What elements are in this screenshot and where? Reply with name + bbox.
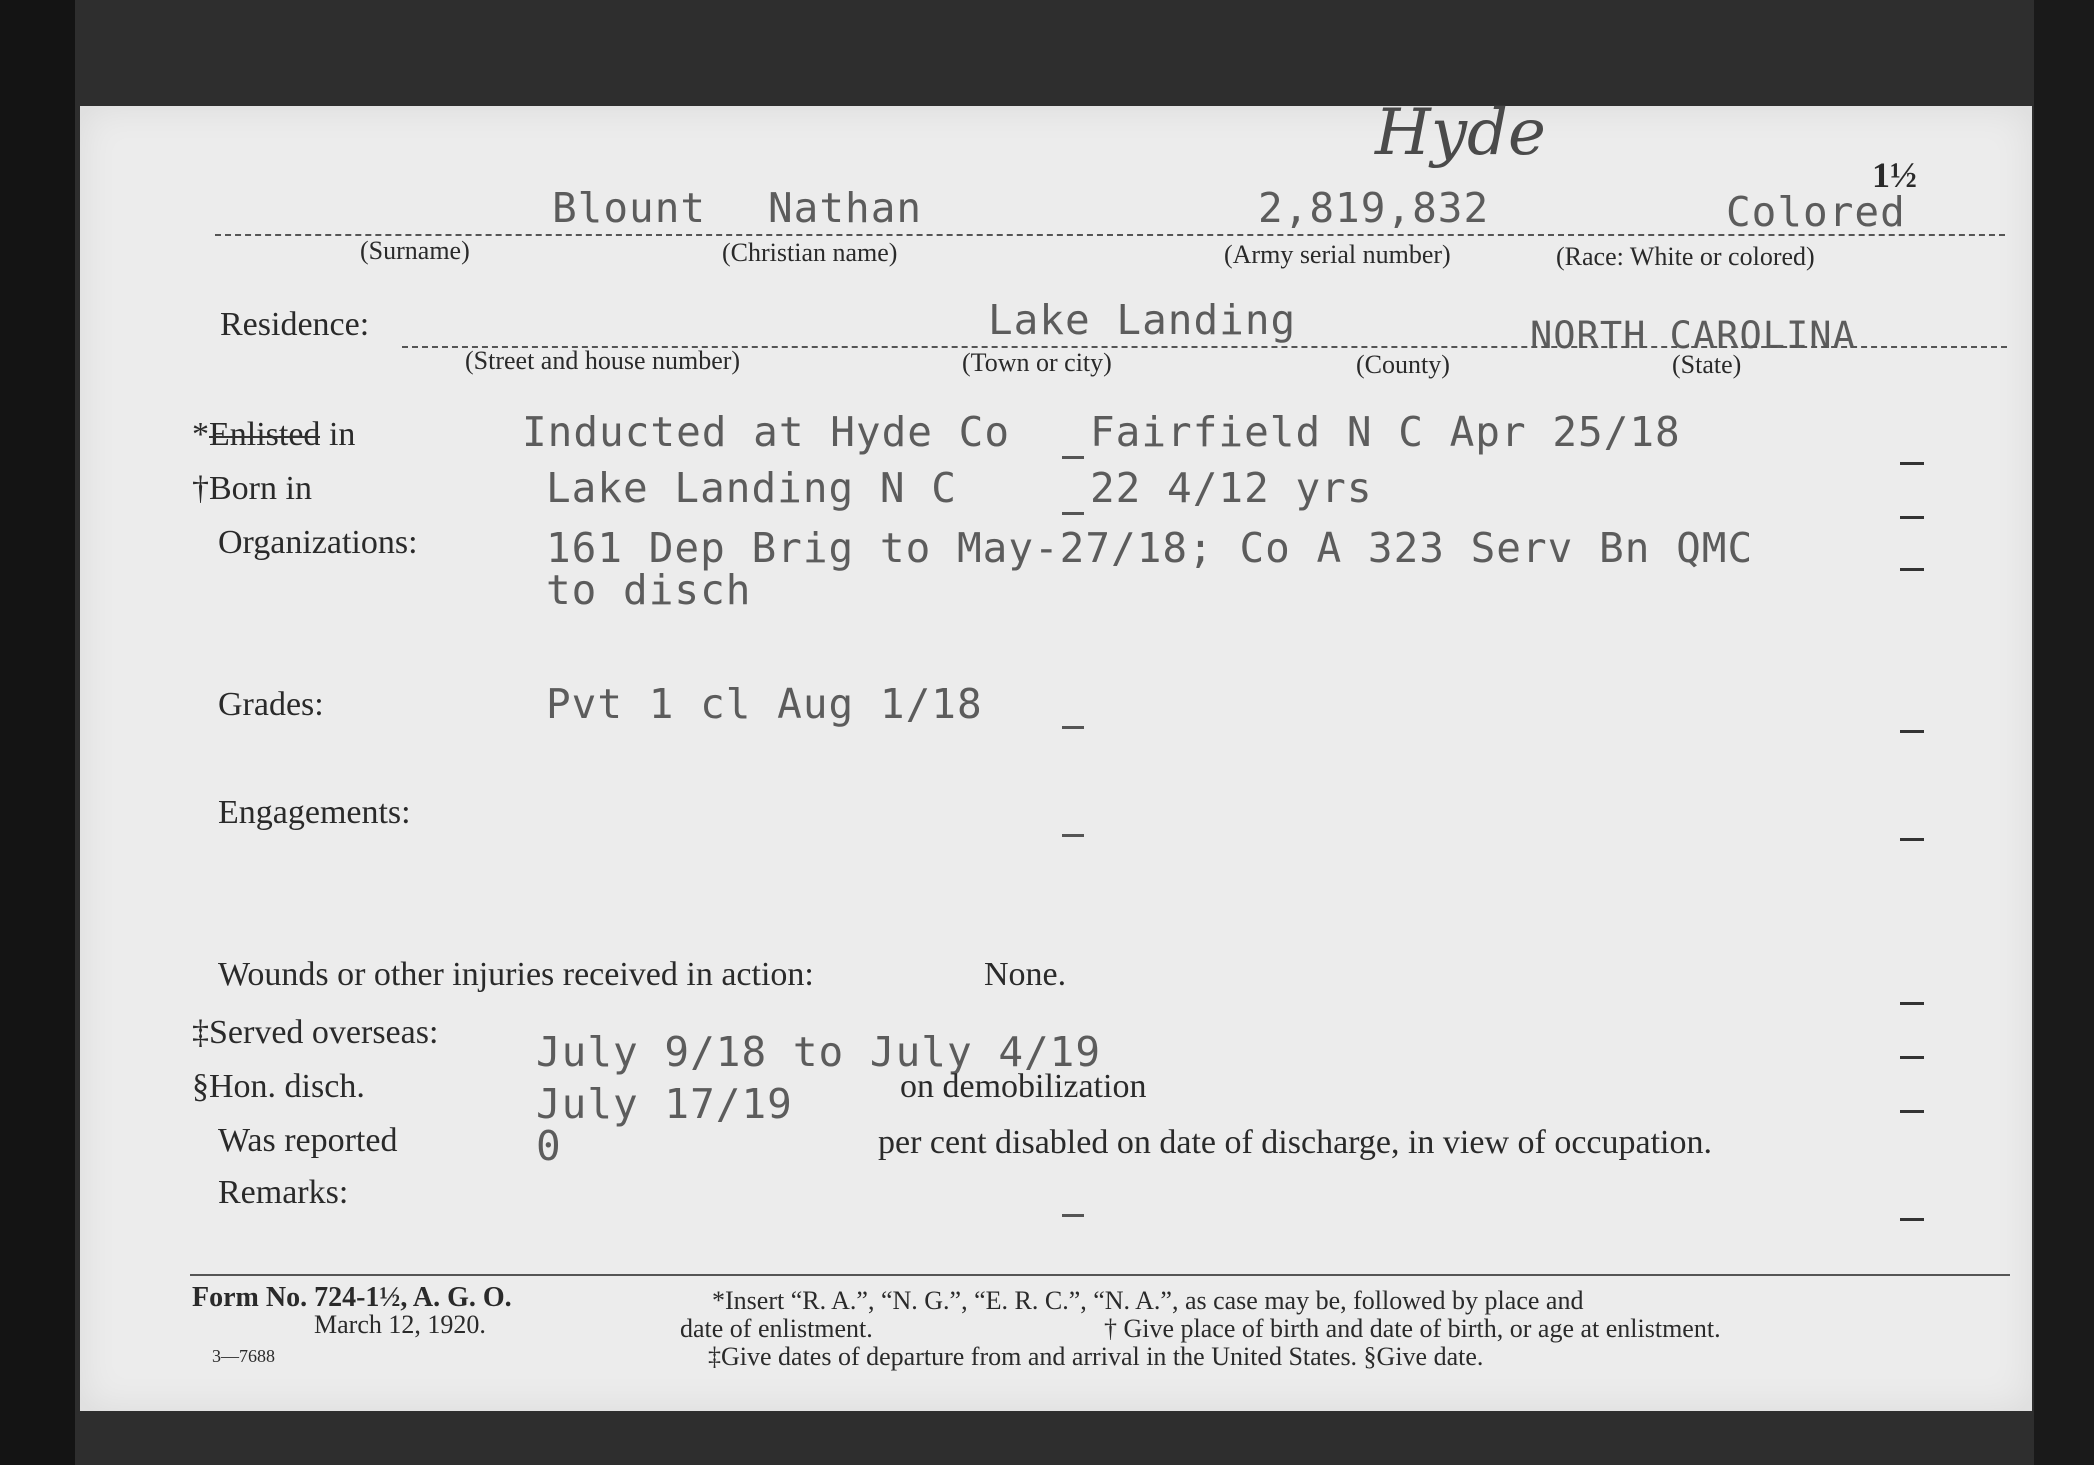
margin-dash [1900,568,1924,571]
residence-town-value: Lake Landing [988,296,1297,344]
remarks-label: Remarks: [218,1174,349,1211]
name-line [215,234,2005,236]
demobilization-text: on demobilization [900,1068,1147,1105]
organizations-value-line2: to disch [546,566,752,614]
state-label: (State) [1672,350,1742,379]
enlisted-label [192,416,355,454]
grades-label: Grades: [218,686,324,723]
margin-dash [1900,1218,1924,1221]
form-version: 1½ [1872,155,1917,195]
serial-number-value: 2,819,832 [1258,184,1490,232]
margin-dash [1900,1056,1924,1059]
surname-value: Blount [552,184,707,232]
residence-label: Residence: [220,306,370,343]
scan-border-left [0,0,75,1465]
born-place-value: Lake Landing N C [546,464,957,512]
typed-dash [1062,834,1084,837]
typed-dash [1062,1214,1084,1217]
typed-dash [1062,456,1084,459]
enlisted-value-inducted: Inducted at Hyde Co [522,408,1010,456]
engagements-label: Engagements: [218,794,411,831]
town-label: (Town or city) [962,348,1112,377]
served-overseas-value: July 9/18 to July 4/19 [536,1028,1102,1076]
street-label: (Street and house number) [465,346,741,375]
wounds-value: None. [984,956,1067,993]
handwritten-annotation: Hyde [1375,96,1546,170]
form-number: Form No. 724-1½, A. G. O. [192,1282,512,1313]
scan-border-right [2034,0,2094,1465]
form-date: March 12, 1920. [314,1310,486,1339]
margin-dash [1900,838,1924,841]
served-overseas-label: ‡Served overseas: [192,1014,439,1051]
born-label: †Born in [192,470,312,507]
footnote-birth: † Give place of birth and date of birth, or age at enlistment. [1104,1314,1721,1343]
race-label: (Race: White or colored) [1556,242,1815,271]
record-card [80,96,2032,1411]
enlisted-struck-word: Enlisted [209,416,321,453]
typed-dash [1062,512,1084,515]
enlisted-star: * [192,416,209,453]
residence-state-value: NORTH CAROLINA [1530,314,1856,357]
race-value: Colored [1726,188,1906,236]
typed-dash [1062,726,1084,729]
serial-number-label: (Army serial number) [1224,240,1451,269]
hon-disch-label: §Hon. disch. [192,1068,365,1105]
margin-dash [1900,516,1924,519]
county-label: (County) [1356,350,1450,379]
disability-text: per cent disabled on date of discharge, in view of occupation. [878,1124,1712,1161]
margin-dash [1900,1002,1924,1005]
organizations-label: Organizations: [218,524,418,561]
grades-value: Pvt 1 cl Aug 1/18 [546,680,983,728]
organizations-value-line1: 161 Dep Brig to May-27/18; Co A 323 Serv Bn QMC [546,524,1754,572]
christian-name-value: Nathan [768,184,923,232]
hon-disch-value: July 17/19 [536,1080,793,1128]
footnote-overseas: ‡Give dates of departure from and arrival in the United States. §Give date. [708,1342,1484,1371]
surname-label: (Surname) [360,236,470,265]
christian-name-label: (Christian name) [722,238,898,267]
wounds-label: Wounds or other injuries received in action: [218,956,814,993]
footer-rule [190,1274,2010,1276]
disability-percent-value: 0 [536,1122,562,1170]
form-code: 3—7688 [212,1346,275,1366]
footnote-enlistment: *Insert “R. A.”, “N. G.”, “E. R. C.”, “N. A.”, as case may be, followed by place and [712,1286,1584,1315]
margin-dash [1900,462,1924,465]
margin-dash [1900,1110,1924,1113]
enlisted-in: in [320,416,356,453]
born-age-value: 22 4/12 yrs [1090,464,1373,512]
margin-dash [1900,730,1924,733]
was-reported-label: Was reported [218,1122,398,1159]
enlisted-value-place-date: Fairfield N C Apr 25/18 [1090,408,1681,456]
footnote-enlistment-cont: date of enlistment. [680,1314,873,1343]
